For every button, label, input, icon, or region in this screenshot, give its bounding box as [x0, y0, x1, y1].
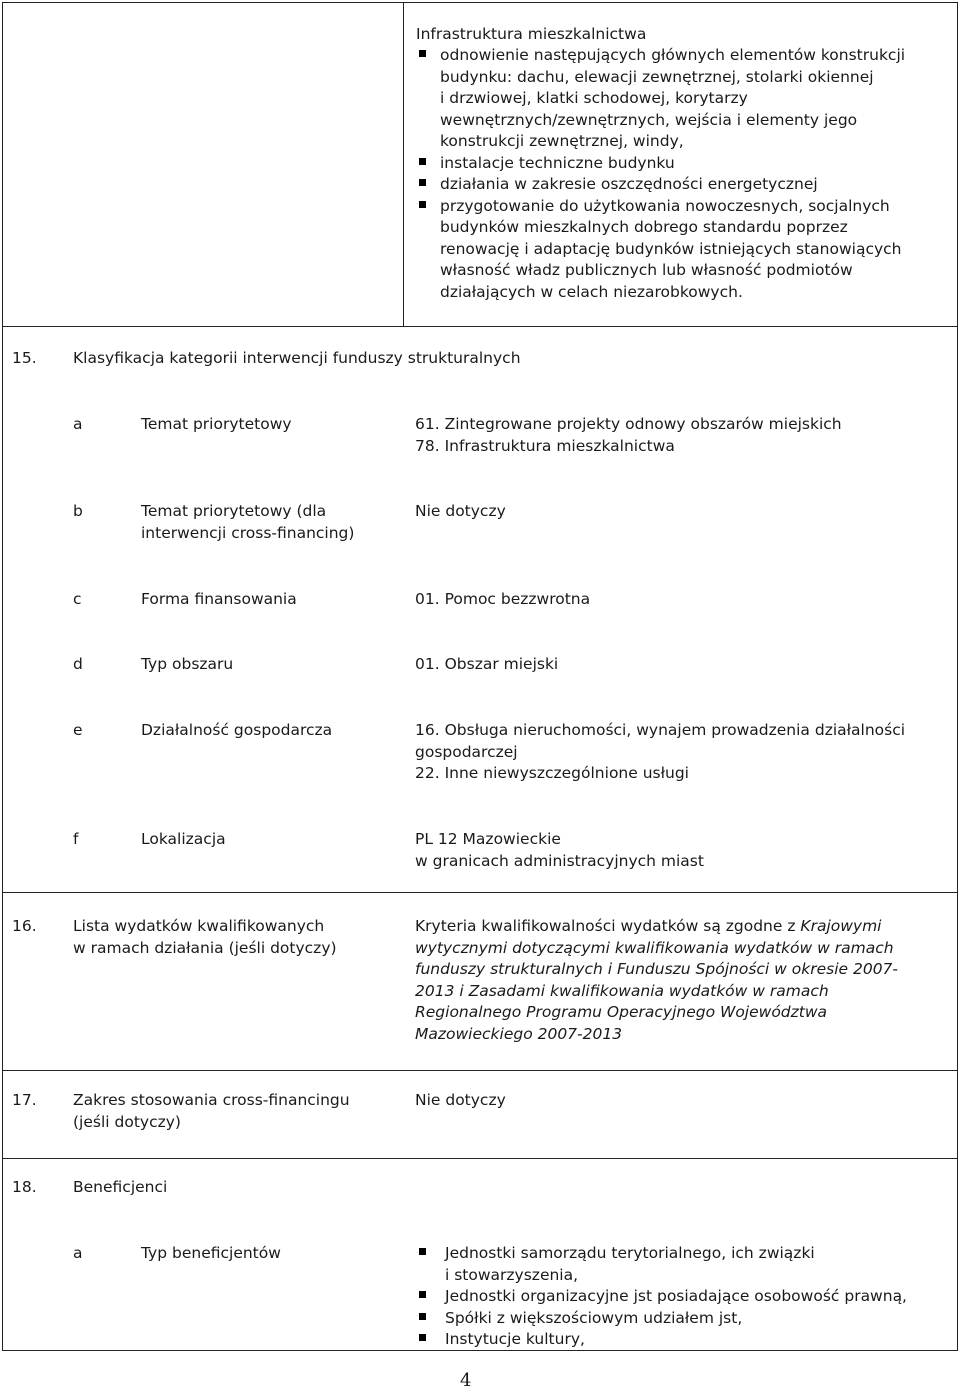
section-18-row-label: Typ beneficjentów — [141, 1244, 281, 1262]
row-c-letter: c — [73, 590, 82, 608]
infrastructure-bullet-text: i drzwiowej, klatki schodowej, korytarzy — [440, 89, 748, 107]
infrastructure-bullet-text: renowację i adaptację budynków istniejących stanowiących — [440, 239, 902, 258]
infrastructure-heading: Infrastruktura mieszkalnictwa — [416, 25, 647, 43]
infrastructure-bullet-text: działania w zakresie oszczędności energetycznej — [440, 175, 818, 193]
row-c-value: 01. Pomoc bezzwrotna — [415, 590, 591, 608]
bullet-icon — [419, 158, 426, 165]
row-a-label: Temat priorytetowy — [141, 415, 292, 433]
section-17-label: (jeśli dotyczy) — [73, 1112, 181, 1131]
section-16-value-line: 2013 i Zasadami kwalifikowania wydatków w ramach — [415, 981, 829, 1000]
row-d-value: 01. Obszar miejski — [415, 655, 559, 673]
table-border-right — [957, 2, 958, 1350]
section-16-value-line: wytycznymi dotyczącymi kwalifikowania wydatków w ramach — [415, 938, 894, 957]
section-17-value: Nie dotyczy — [415, 1091, 506, 1109]
row-b-label: interwencji cross-financing) — [141, 523, 355, 542]
bullet-icon — [419, 179, 426, 186]
infrastructure-bullet-text: przygotowanie do użytkowania nowoczesnych, socjalnych — [440, 196, 890, 215]
section-18-title: Beneficjenci — [73, 1178, 168, 1196]
row-f-letter: f — [73, 830, 79, 848]
infrastructure-bullet-text: konstrukcji zewnętrznej, windy, — [440, 132, 684, 150]
beneficiary-item: Jednostki organizacyjne jst posiadające osobowość prawną, — [445, 1287, 907, 1305]
row-e-label: Działalność gospodarcza — [141, 721, 333, 739]
section-16-value-line — [415, 916, 882, 938]
row-divider — [2, 892, 958, 893]
section-17-label: Zakres stosowania cross-financingu — [73, 1091, 350, 1109]
section-16-value-line: Mazowieckiego 2007-2013 — [415, 1024, 623, 1043]
row-b-value: Nie dotyczy — [415, 502, 506, 520]
infrastructure-bullet-text: budynków mieszkalnych dobrego standardu poprzez — [440, 218, 848, 236]
row-f-label: Lokalizacja — [141, 830, 226, 848]
row-f-value: PL 12 Mazowieckie — [415, 830, 561, 848]
section-17-number: 17. — [12, 1091, 37, 1109]
infrastructure-bullet-text: wewnętrznych/zewnętrznych, wejścia i elementy jego — [440, 110, 858, 129]
beneficiary-item: Spółki z większościowym udziałem jst, — [445, 1308, 743, 1327]
section-18-row-letter: a — [73, 1244, 83, 1262]
section-16-label: Lista wydatków kwalifikowanych — [73, 917, 325, 935]
row-a-value: 61. Zintegrowane projekty odnowy obszarów miejskich — [415, 415, 842, 433]
row-f-value: w granicach administracyjnych miast — [415, 851, 704, 870]
row-e-letter: e — [73, 721, 83, 739]
section-16-value-line: funduszy strukturalnych i Funduszu Spójności w okresie 2007- — [415, 960, 899, 978]
row-a-value: 78. Infrastruktura mieszkalnictwa — [415, 436, 675, 455]
row-a-letter: a — [73, 415, 83, 433]
bullet-icon — [419, 1248, 426, 1255]
section-16-number: 16. — [12, 917, 37, 935]
table-border-top — [2, 2, 958, 3]
section-18-number: 18. — [12, 1178, 37, 1196]
row-b-letter: b — [73, 502, 83, 520]
row-d-label: Typ obszaru — [141, 655, 234, 673]
row-c-label: Forma finansowania — [141, 590, 297, 608]
section-15-number: 15. — [12, 349, 37, 367]
row-divider — [2, 1158, 958, 1159]
bullet-icon — [419, 1334, 426, 1341]
bullet-icon — [419, 201, 426, 208]
text-run-italic: Krajowymi — [800, 917, 882, 935]
section-16-value-line: Regionalnego Programu Operacyjnego Województwa — [415, 1003, 828, 1021]
row-b-label: Temat priorytetowy (dla — [141, 502, 327, 520]
infrastructure-bullet-text: działających w celach niezarobkowych. — [440, 282, 743, 301]
bullet-icon — [419, 1291, 426, 1298]
infrastructure-bullet-text: własność władz publicznych lub własność podmiotów — [440, 261, 853, 279]
row-e-value: gospodarczej — [415, 742, 518, 761]
row-e-value: 22. Inne niewyszczególnione usługi — [415, 764, 689, 782]
infrastructure-bullet-text: instalacje techniczne budynku — [440, 153, 675, 172]
beneficiary-item: Jednostki samorządu terytorialnego, ich związki — [445, 1244, 815, 1262]
beneficiary-item: Instytucje kultury, — [445, 1330, 585, 1348]
table-border-left — [2, 2, 3, 1350]
text-run: Kryteria kwalifikowalności wydatków są zgodne z — [415, 917, 801, 935]
row-d-letter: d — [73, 655, 83, 673]
bullet-icon — [419, 50, 426, 57]
section-15-title: Klasyfikacja kategorii interwencji funduszy strukturalnych — [73, 349, 521, 367]
column-divider-top — [403, 2, 404, 326]
section-16-label: w ramach działania (jeśli dotyczy) — [73, 938, 337, 957]
row-divider — [2, 326, 958, 327]
infrastructure-bullet-text: odnowienie następujących głównych elementów konstrukcji — [440, 46, 906, 64]
bullet-icon — [419, 1313, 426, 1320]
page-number: 4 — [460, 1370, 472, 1391]
row-e-value: 16. Obsługa nieruchomości, wynajem prowadzenia działalności — [415, 721, 906, 739]
infrastructure-bullet-text: budynku: dachu, elewacji zewnętrznej, stolarki okiennej — [440, 67, 874, 86]
beneficiary-item: i stowarzyszenia, — [445, 1265, 579, 1284]
row-divider — [2, 1070, 958, 1071]
